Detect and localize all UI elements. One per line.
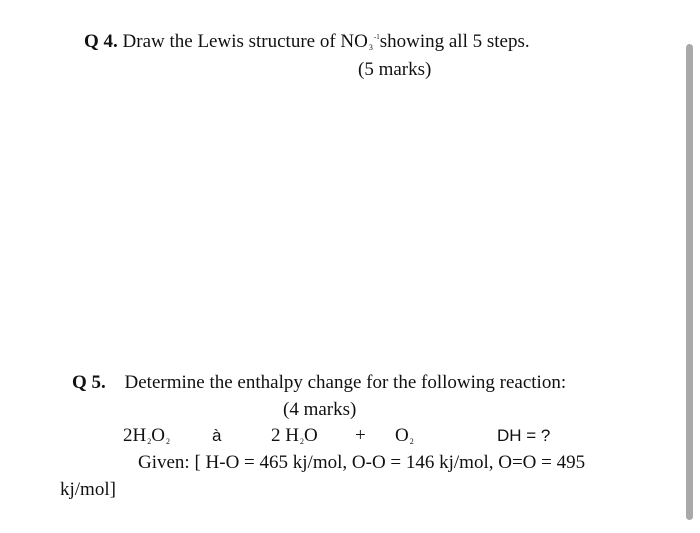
- superscript: -1: [373, 33, 380, 41]
- subscript: 3: [368, 43, 373, 52]
- question-5-marks: (4 marks): [283, 399, 357, 420]
- question-4-number: Q 4.: [84, 31, 118, 52]
- given-data-continued: kj/mol]: [60, 479, 116, 500]
- question-5-text: Determine the enthalpy change for the following reaction:: [124, 372, 567, 393]
- reaction-product-1: 2 $H_2O$: [271, 425, 318, 446]
- question-4-text: Draw the Lewis structure of $NO_3^{-1}showing$ all 5 steps.: [122, 31, 530, 52]
- reaction-reactant: $2H_2O_2$: [123, 425, 170, 446]
- enthalpy-label: DH = ?: [497, 426, 551, 445]
- vertical-scrollbar[interactable]: [686, 44, 693, 520]
- reaction-product-2: $O_2$: [395, 425, 414, 446]
- given-data: Given: [ H-O = 465 kj/mol, O-O = 146 kj/mol, O=O = 495: [138, 452, 586, 473]
- question-4: [84, 31, 530, 53]
- reaction-arrow: à: [212, 426, 222, 445]
- reaction-plus: +: [355, 425, 366, 446]
- question-5-number: Q 5.: [72, 372, 106, 393]
- question-5: [72, 372, 566, 394]
- question-4-marks: (5 marks): [358, 59, 432, 80]
